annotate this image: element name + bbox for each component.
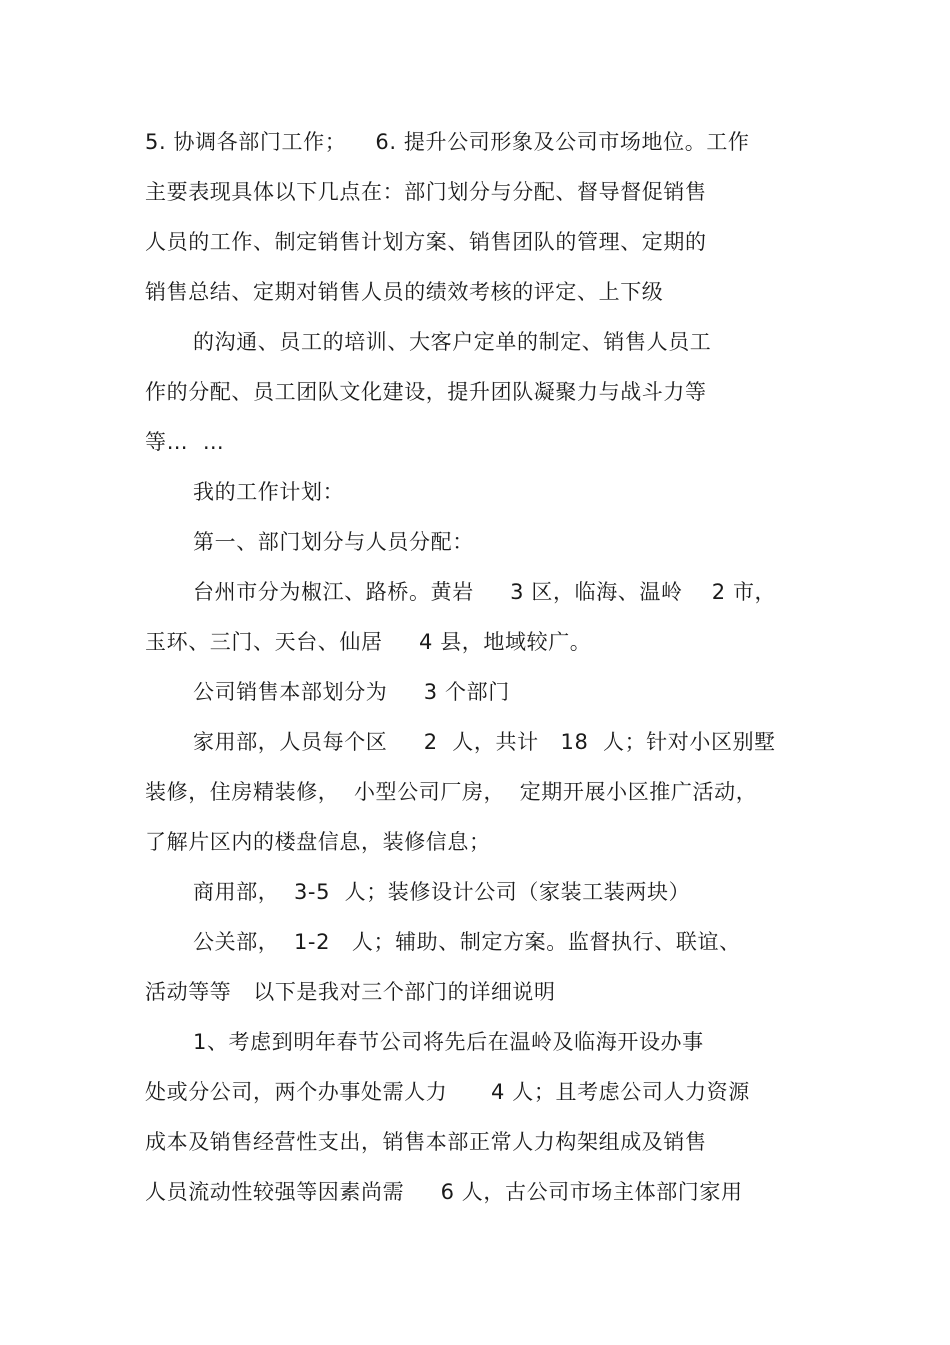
text-line: 等… … — [145, 430, 225, 454]
text-line: 作的分配、员工团队文化建设，提升团队凝聚力与战斗力等 — [145, 380, 707, 404]
section-heading: 我的工作计划： — [193, 480, 345, 504]
text-line: 1、考虑到明年春节公司将先后在温岭及临海开设办事 — [193, 1030, 704, 1054]
text-line: 家用部，人员每个区 2 人，共计 18 人；针对小区别墅 — [193, 730, 776, 754]
text-line: 处或分公司，两个办事处需人力 4 人；且考虑公司人力资源 — [145, 1080, 750, 1104]
text-line: 成本及销售经营性支出，销售本部正常人力构架组成及销售 — [145, 1130, 707, 1154]
text-line: 人员流动性较强等因素尚需 6 人，古公司市场主体部门家用 — [145, 1180, 743, 1204]
text-line: 人员的工作、制定销售计划方案、销售团队的管理、定期的 — [145, 230, 707, 254]
text-line: 公关部， 1-2 人；辅助、制定方案。监督执行、联谊、 — [193, 930, 741, 954]
text-line: 装修，住房精装修， 小型公司厂房， 定期开展小区推广活动， — [145, 780, 758, 804]
text-line: 主要表现具体以下几点在：部门划分与分配、督导督促销售 — [145, 180, 707, 204]
text-line: 活动等等 以下是我对三个部门的详细说明 — [145, 980, 556, 1004]
text-line: 销售总结、定期对销售人员的绩效考核的评定、上下级 — [145, 280, 664, 304]
text-line: 公司销售本部划分为 3 个部门 — [193, 680, 510, 704]
text-line: 台州市分为椒江、路桥。黄岩 3 区，临海、温岭 2 市， — [193, 580, 777, 604]
text-line: 玉环、三门、天台、仙居 4 县，地域较广。 — [145, 630, 592, 654]
text-line: 的沟通、员工的培训、大客户定单的制定、销售人员工 — [193, 330, 712, 354]
text-line: 商用部， 3-5 人；装修设计公司（家装工装两块） — [193, 880, 691, 904]
text-line: 了解片区内的楼盘信息，装修信息； — [145, 830, 491, 854]
text-line: 5. 协调各部门工作； 6. 提升公司形象及公司市场地位。工作 — [145, 130, 750, 154]
subsection-heading: 第一、部门划分与人员分配： — [193, 530, 474, 554]
